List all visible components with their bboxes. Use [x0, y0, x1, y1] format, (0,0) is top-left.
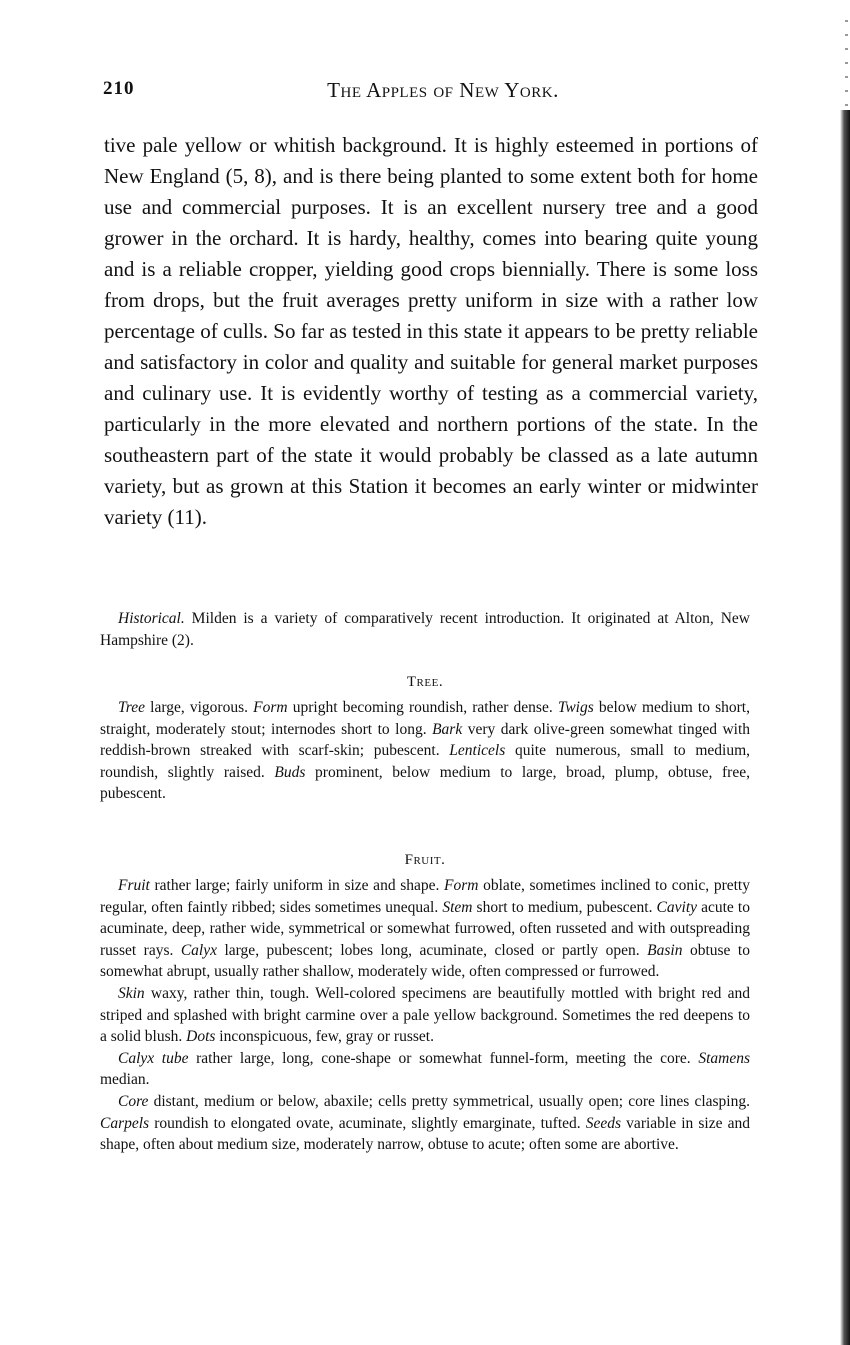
skin-paragraph: Skin waxy, rather thin, tough. Well-colored specimens are beautifully mottled with bright red and striped and splashed with bright carmine over a pale yellow background. Sometimes the red deepens to a solid blush. Dots inconspicuous, few, gray or russet. — [100, 984, 750, 1046]
scan-edge-marks — [845, 20, 848, 110]
tree-description — [100, 697, 750, 805]
running-head — [103, 78, 763, 108]
term-label: Seeds — [585, 1114, 622, 1132]
term-label: Form — [444, 877, 479, 894]
term-label: Dots — [186, 1028, 216, 1046]
tree-paragraph: Tree large, vigorous. Form upright becoming roundish, rather dense. Twigs below medium to short, straight, moderately stout; internodes short to long. Bark very dark olive-green somewhat tinged with reddish-brown streaked with scarf-skin; pubescent. Lenticels quite numerous, small to medium, roundish, slightly raised. Buds prominent, below medium to large, broad, plump, obtuse, free, pubescent. — [100, 699, 751, 803]
term-label: Core — [118, 1092, 149, 1110]
running-title: The Apples of New York. — [327, 78, 559, 102]
term-label: Twigs — [557, 699, 594, 716]
body-paragraph — [104, 130, 758, 533]
term-label: Form — [253, 699, 288, 716]
body-paragraph-text: tive pale yellow or whitish background. It is highly esteemed in portions of New England (5, 8), and is there being planted to some extent both for home use and commercial purposes. It is an excellent nursery tree and a good grower in the orchard. It is hardy, healthy, comes into bearing quite young and is a reliable cropper, yielding good crops biennially. There is some loss from drops, but the fruit averages pretty uniform in size with a rather low percentage of culls. So far as tested in this state it appears to be pretty reliable and satisfactory in color and quality and suitable for general market purposes and culinary use. It is evidently worthy of testing as a commercial variety, particularly in the more elevated and northern portions of the state. In the southeastern part of the state it would probably be classed as a late autumn variety, but as grown at this Station it becomes an early winter or midwinter variety (11). — [104, 133, 758, 529]
term-label: Calyx — [180, 941, 217, 959]
term-label: Buds — [274, 763, 306, 781]
term-label: Calyx tube — [118, 1049, 189, 1067]
term-label: Stamens — [698, 1049, 750, 1067]
historical-paragraph — [100, 608, 750, 651]
tree-heading: Tree. — [406, 674, 444, 690]
fruit-heading: Fruit. — [404, 852, 446, 868]
term-label: Basin — [647, 941, 683, 959]
term-label: Fruit — [118, 877, 150, 894]
term-label: Tree — [118, 699, 145, 716]
term-label: Lenticels — [449, 742, 506, 760]
term-label: Carpels — [100, 1114, 150, 1132]
term-label: Cavity — [656, 898, 698, 916]
calyx-tube-paragraph: Calyx tube rather large, long, cone-shape or somewhat funnel-form, meeting the core. Stamens median. — [100, 1049, 750, 1089]
fruit-description — [100, 875, 750, 1156]
fruit-paragraph: Fruit rather large; fairly uniform in size and shape. Form oblate, sometimes inclined to conic, pretty regular, often faintly ribbed; sides sometimes unequal. Stem short to medium, pubescent. Cavity acute to acuminate, deep, rather wide, symmetrical or somewhat furrowed, often russeted and with outspreading russet rays. Calyx large, pubescent; lobes long, acuminate, closed or partly open. Basin obtuse to somewhat abrupt, usually rather shallow, moderately wide, often compressed or furrowed. — [100, 877, 750, 981]
scan-page-edge — [840, 110, 850, 1345]
page-number: 210 — [103, 78, 135, 99]
term-label: Stem — [442, 898, 473, 916]
historical-label: Historical. — [118, 610, 185, 627]
core-paragraph: Core distant, medium or below, abaxile; cells pretty symmetrical, usually open; core lines clasping. Carpels roundish to elongated ovate, acuminate, slightly emarginate, tufted. Seeds variable in size and shape, often about medium size, moderately narrow, obtuse to acute; often some are abortive. — [100, 1092, 751, 1154]
historical-text: Milden is a variety of comparatively recent introduction. It originated at Alton, New Hampshire (2). — [100, 610, 750, 649]
term-label: Bark — [432, 720, 463, 738]
term-label: Skin — [118, 984, 145, 1002]
